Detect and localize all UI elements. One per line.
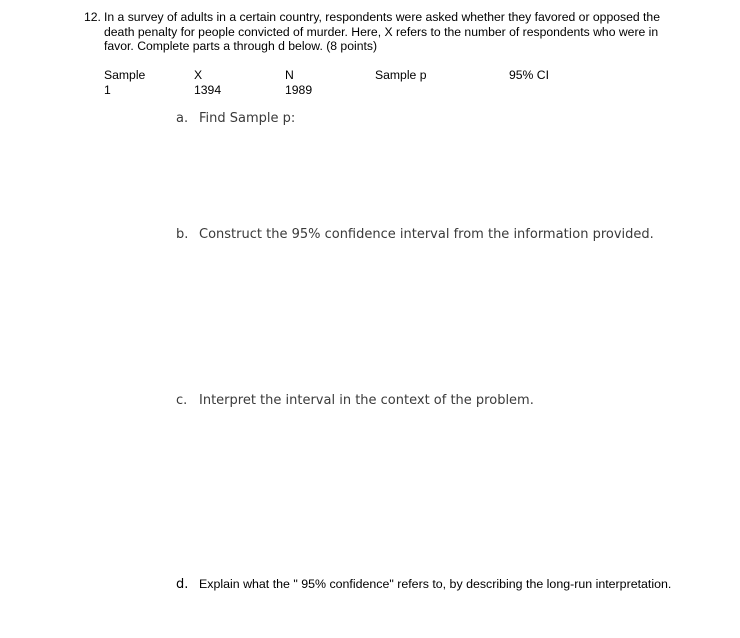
question-text: In a survey of adults in a certain country, respondents were asked whether they favored or opposed the death penalty for people convicted of murder. Here, X refers to the number of respondents who were in favor. Complete parts a through d below. (8 points) — [104, 10, 660, 53]
table-header-sample: Sample — [104, 68, 146, 82]
table-header-ci: 95% CI — [509, 68, 549, 82]
part-b — [176, 227, 654, 242]
part-c — [176, 393, 534, 408]
part-b-letter: b. — [176, 227, 189, 242]
part-a-letter: a. — [176, 111, 189, 126]
table-cell-n: 1989 — [285, 83, 313, 97]
part-d — [176, 577, 671, 592]
part-a — [176, 111, 295, 126]
table-cell-sample: 1 — [104, 83, 111, 97]
table-header-n: N — [285, 68, 294, 82]
part-d-text: Explain what the " 95% confidence" refers to, by describing the long-run interpretation. — [199, 577, 672, 591]
part-d-letter: d. — [176, 577, 189, 592]
table-header-sample-p: Sample p — [375, 68, 427, 82]
table-header-x: X — [194, 68, 203, 82]
question-number: 12. — [84, 10, 101, 24]
part-c-text: Interpret the interval in the context of the problem. — [199, 393, 534, 408]
part-a-text: Find Sample p: — [199, 111, 296, 126]
table-cell-x: 1394 — [194, 83, 222, 97]
part-b-text: Construct the 95% confidence interval from the information provided. — [199, 227, 654, 242]
part-c-letter: c. — [176, 393, 188, 408]
